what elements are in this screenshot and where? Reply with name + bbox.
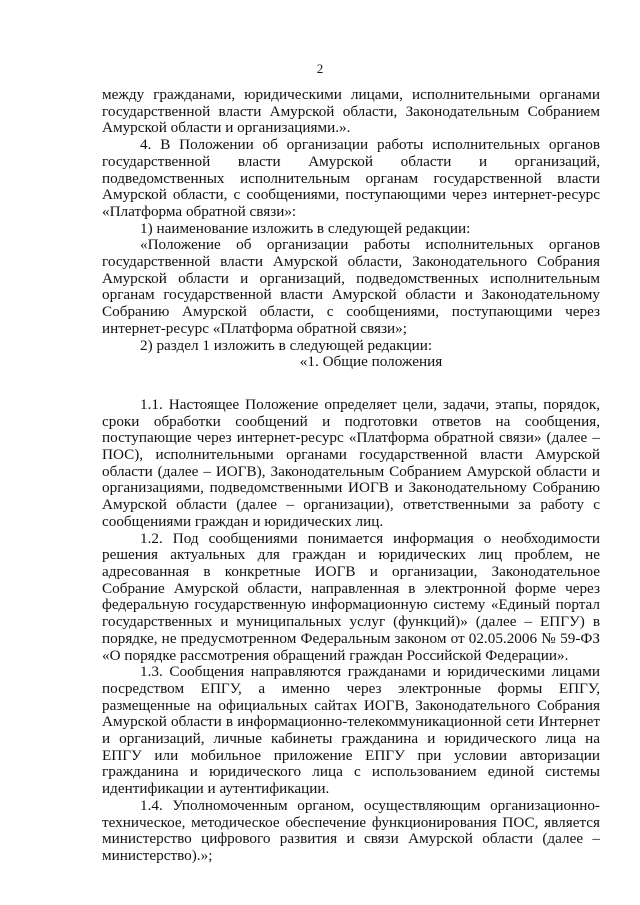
document-body [102, 87, 600, 865]
section-heading: «1. Общие положения [299, 353, 443, 371]
paragraph-1-1: 1.1. Настоящее Положение определяет цели, задачи, этапы, порядок, сроки обработки сообщений и подготовки ответов на сообщения, поступающие через интернет-ресурс «Платформа обратной связи» (далее – ПОС), исполнительными органами государственной власти Амурской области (далее – ИОГВ), Законодательным Собранием Амурской области и организациями, подведомственными ИОГВ и Законодательному Собранию Амурской области (далее – организации), ответственными за работу с сообщениями граждан и юридических лиц. [102, 395, 600, 530]
section-spacer [102, 371, 600, 397]
paragraph-continuation: между гражданами, юридическими лицами, исполнительными органами государственной власти Амурской области, Законодательным Собранием Амурской области и организациями.». [102, 86, 600, 137]
page-number: 2 [316, 61, 324, 76]
paragraph-1-3: 1.3. Сообщения направляются гражданами и юридическими лицами посредством ЕПГУ, а именно через электронные формы ЕПГУ, размещенные на официальных сайтах ИОГВ, Законодательного Собрания Амурской области в информационно-телекоммуникационной сети Интернет и организаций, личные кабинеты гражданина и юридического лица на ЕПГУ или мобильное приложение ЕПГУ при условии авторизации гражданина и юридического лица с использованием единой системы идентификации и аутентификации. [102, 663, 600, 798]
paragraph-item-4: 4. В Положении об организации работы исполнительных органов государственной власти Амурской области и организаций, подведомственных исполнительным органам государственной власти Амурской области, с сообщениями, поступающими через интернет-ресурс «Платформа обратной связи»: [102, 136, 600, 220]
paragraph-1-2: 1.2. Под сообщениями понимается информация о необходимости решения актуальных для граждан и юридических лиц проблем, не адресованная в конкретные ИОГВ и организации, Законодательное Собрание Амурской области, направленная в электронной форме через федеральную государственную информационную систему «Единый портал государственных и муниципальных услуг (функций)» (далее – ЕПГУ) в порядке, не предусмотренном Федеральным законом от 02.05.2006 № 59-ФЗ «О порядке рассмотрения обращений граждан Российской Федерации». [102, 529, 600, 664]
paragraph-subitem-2: 2) раздел 1 изложить в следующей редакции: [140, 336, 433, 354]
paragraph-1-4: 1.4. Уполномоченным органом, осуществляющим организационно-техническое, методическое обеспечение функционирования ПОС, является министерство цифрового развития и связи Амурской области (далее – министерство).»; [102, 796, 600, 864]
paragraph-new-title: «Положение об организации работы исполнительных органов государственной власти Амурской области, Законодательного Собрания Амурской области и организаций, подведомственных исполнительным органам государственной власти Амурской области и Законодательному Собранию Амурской области, с сообщениями, поступающими через интернет-ресурс «Платформа обратной связи»; [102, 236, 600, 337]
paragraph-subitem-1: 1) наименование изложить в следующей редакции: [140, 219, 471, 237]
